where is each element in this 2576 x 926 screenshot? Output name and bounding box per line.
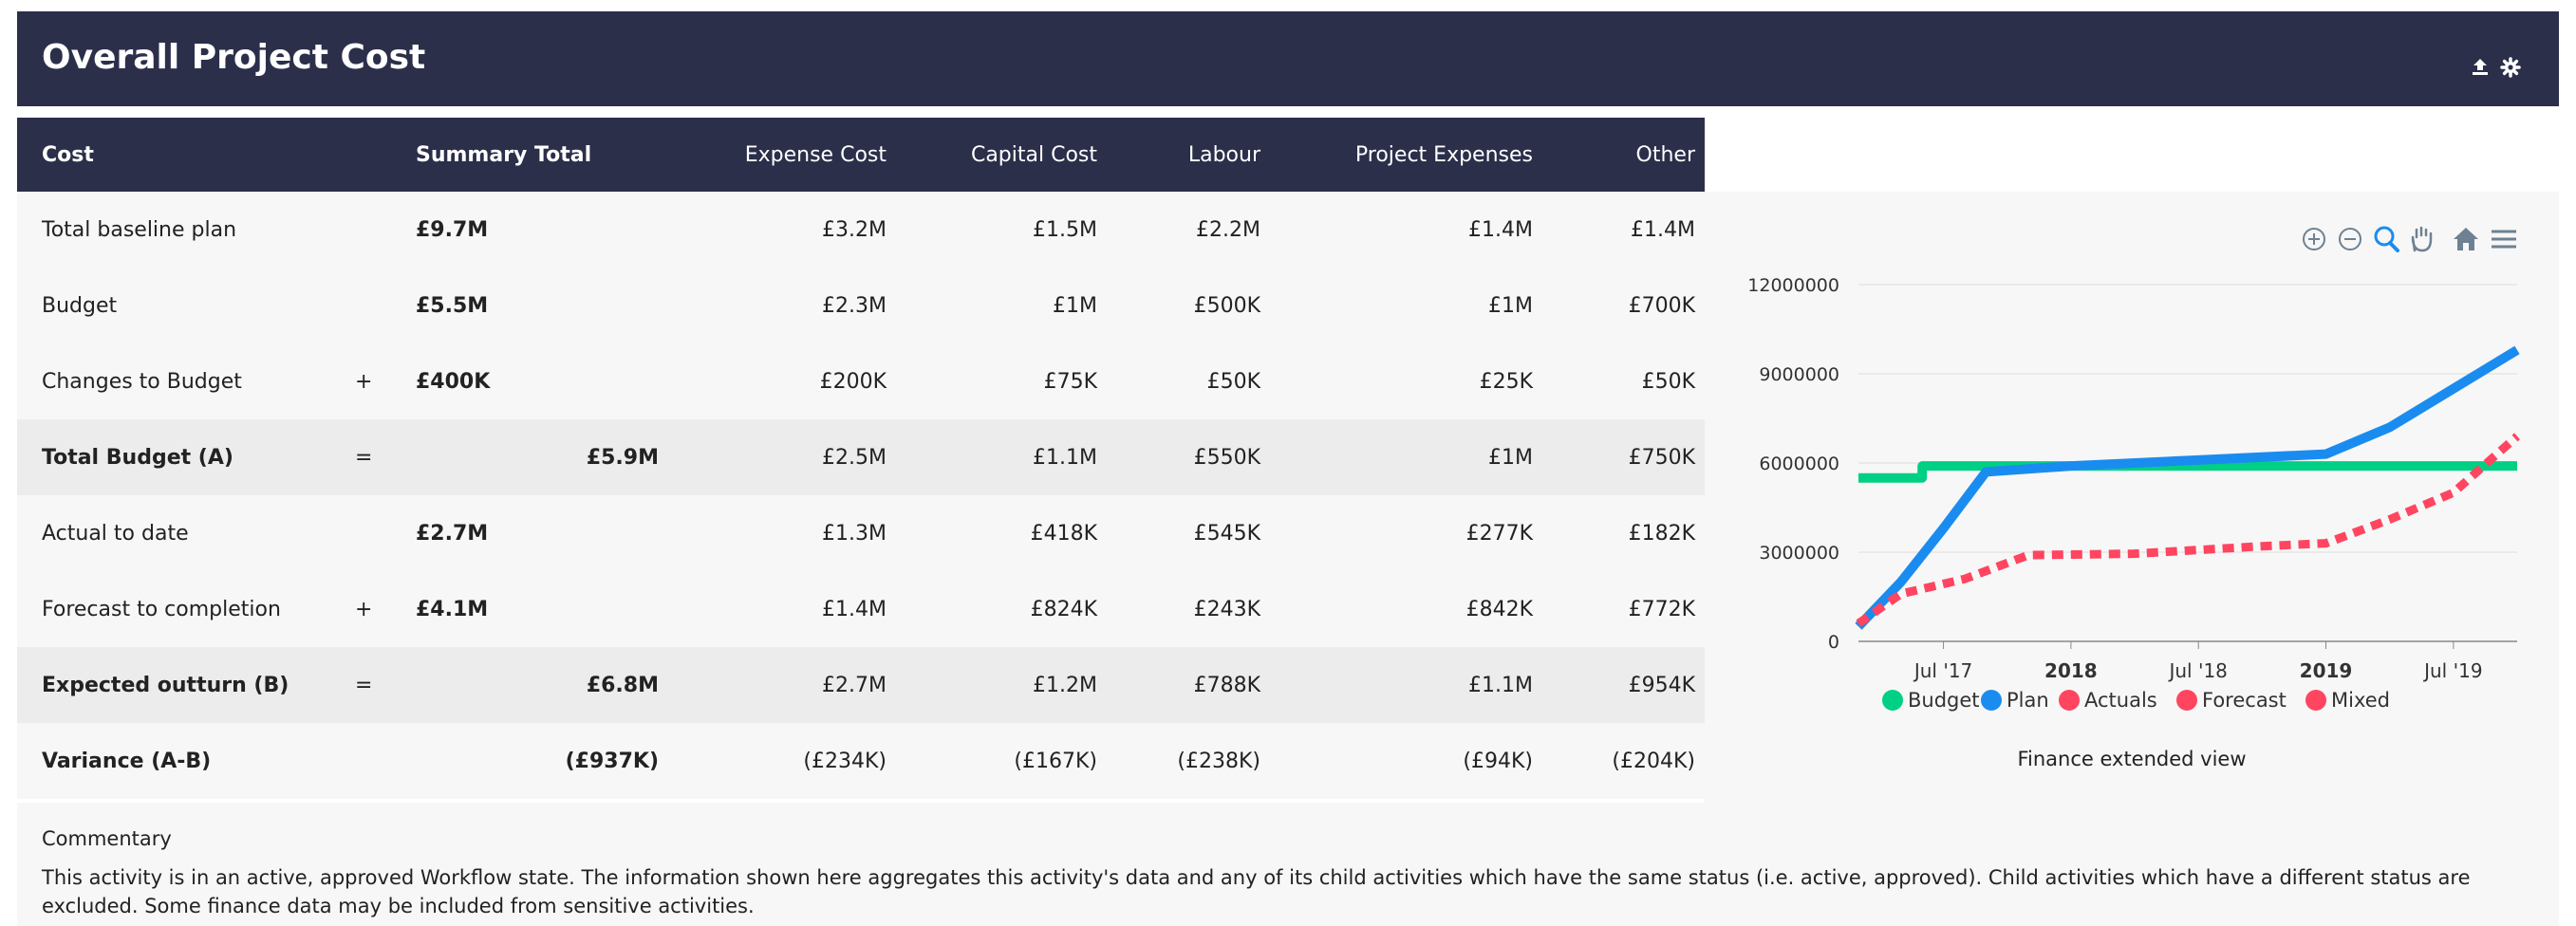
row-label: Changes to Budget (42, 369, 242, 394)
upload-icon[interactable] (2470, 57, 2491, 78)
summary-total-cell: (£937K) (565, 749, 659, 773)
labour-cell: £550K (1193, 445, 1260, 470)
finance-chart (1705, 192, 2559, 742)
legend-label: Budget (1908, 689, 1980, 712)
row-operator: + (355, 597, 373, 621)
column-header-summary-total: Summary Total (416, 118, 659, 192)
commentary-section (17, 803, 2559, 926)
capital-cell: £75K (1043, 369, 1097, 394)
expense-cell: £1.4M (822, 597, 887, 621)
project-cell: £1M (1488, 293, 1533, 318)
column-header-cost: Cost (17, 118, 340, 192)
capital-cell: £1.5M (1033, 217, 1097, 242)
legend-marker-plan (1981, 690, 2002, 711)
expense-cell: £3.2M (822, 217, 887, 242)
other-cell: £50K (1641, 369, 1695, 394)
zoom-out-icon[interactable] (2340, 229, 2361, 250)
commentary-text: This activity is in an active, approved Workflow state. The information shown here aggregates this activity's data and any of its child activities which have the same status (i.e. active, approved). Child activities which have a different status are excluded. Some finance data may be included from sensitive activities. (42, 866, 2471, 917)
labour-cell: £243K (1193, 597, 1260, 621)
row-operator (340, 268, 416, 343)
project-cell: £842K (1465, 597, 1533, 621)
column-header-other: Other (1533, 118, 1695, 192)
row-operator: + (355, 369, 373, 394)
table-row (17, 571, 1705, 647)
row-label: Forecast to completion (42, 597, 281, 621)
gear-icon[interactable] (2500, 57, 2521, 78)
column-header-expense-cost: Expense Cost (659, 118, 887, 192)
y-tick-label: 12000000 (1747, 275, 1839, 296)
y-tick-label: 3000000 (1759, 543, 1839, 564)
zoom-in-icon[interactable] (2304, 229, 2324, 250)
expense-cell: £2.3M (822, 293, 887, 318)
pan-hand-icon[interactable] (2413, 228, 2431, 250)
legend-label: Actuals (2084, 689, 2157, 712)
project-cell: £277K (1465, 521, 1533, 546)
summary-total-cell: £5.5M (416, 293, 489, 318)
expense-cell: £2.5M (822, 445, 887, 470)
labour-cell: (£238K) (1177, 749, 1260, 773)
expense-cell: £200K (819, 369, 887, 394)
row-operator (340, 192, 416, 268)
expense-cell: (£234K) (803, 749, 887, 773)
other-cell: £182K (1628, 521, 1695, 546)
summary-total-cell: £2.7M (416, 521, 489, 546)
x-tick-label: 2018 (2044, 659, 2098, 682)
cost-table (17, 118, 1705, 799)
row-label: Total baseline plan (42, 217, 237, 242)
column-header-project-expenses: Project Expenses (1260, 118, 1533, 192)
table-header-row (17, 118, 1705, 192)
labour-cell: £500K (1193, 293, 1260, 318)
capital-cell: £1.2M (1033, 673, 1097, 697)
legend-marker-actuals (2059, 690, 2080, 711)
capital-cell: £1.1M (1033, 445, 1097, 470)
row-operator: = (355, 445, 373, 470)
y-tick-label: 0 (1827, 632, 1839, 653)
column-header-capital-cost: Capital Cost (887, 118, 1097, 192)
table-row (17, 343, 1705, 419)
column-header-labour: Labour (1097, 118, 1260, 192)
project-cell: £1.1M (1468, 673, 1533, 697)
menu-icon[interactable] (2492, 232, 2516, 247)
finance-chart-panel (1705, 192, 2559, 803)
legend-label: Plan (2007, 689, 2049, 712)
labour-cell: £788K (1193, 673, 1260, 697)
series-line-budget (1858, 466, 2517, 478)
labour-cell: £545K (1193, 521, 1260, 546)
row-label: Actual to date (42, 521, 189, 546)
project-cell: £1M (1488, 445, 1533, 470)
legend-label: Mixed (2331, 689, 2390, 712)
expense-cell: £1.3M (822, 521, 887, 546)
commentary-title: Commentary (42, 827, 172, 850)
capital-cell: £824K (1030, 597, 1097, 621)
other-cell: (£204K) (1612, 749, 1695, 773)
row-operator: = (355, 673, 373, 697)
x-tick-label: Jul '17 (1913, 659, 1973, 682)
row-label: Total Budget (A) (42, 445, 233, 470)
summary-total-cell: £9.7M (416, 217, 489, 242)
x-tick-label: 2019 (2299, 659, 2353, 682)
other-cell: £1.4M (1631, 217, 1695, 242)
x-tick-label: Jul '18 (2169, 659, 2228, 682)
chart-caption: Finance extended view (2017, 748, 2247, 770)
capital-cell: £418K (1030, 521, 1097, 546)
table-row (17, 192, 1705, 268)
row-label: Budget (42, 293, 118, 318)
y-tick-label: 6000000 (1759, 454, 1839, 474)
summary-total-cell: £400K (416, 369, 491, 394)
x-tick-label: Jul '19 (2424, 659, 2483, 682)
row-operator (340, 723, 416, 799)
table-row (17, 723, 1705, 799)
legend-label: Forecast (2202, 689, 2287, 712)
other-cell: £750K (1628, 445, 1695, 470)
legend-marker-forecast (2176, 690, 2197, 711)
y-tick-label: 9000000 (1759, 364, 1839, 385)
project-cell: £25K (1479, 369, 1533, 394)
table-row (17, 268, 1705, 343)
legend-marker-budget (1882, 690, 1903, 711)
home-icon[interactable] (2454, 228, 2478, 250)
table-row (17, 495, 1705, 571)
page-header (17, 11, 2559, 106)
project-cell: (£94K) (1463, 749, 1533, 773)
labour-cell: £50K (1206, 369, 1260, 394)
row-operator (340, 495, 416, 571)
zoom-select-icon[interactable] (2376, 228, 2398, 250)
table-row (17, 419, 1705, 495)
labour-cell: £2.2M (1196, 217, 1260, 242)
summary-total-cell: £5.9M (586, 445, 659, 470)
other-cell: £772K (1628, 597, 1695, 621)
series-line-plan (1858, 350, 2517, 626)
row-label: Expected outturn (B) (42, 673, 289, 697)
summary-total-cell: £4.1M (416, 597, 489, 621)
row-label: Variance (A-B) (42, 749, 212, 773)
legend-marker-mixed (2305, 690, 2326, 711)
summary-total-cell: £6.8M (586, 673, 659, 697)
other-cell: £700K (1628, 293, 1695, 318)
other-cell: £954K (1628, 673, 1695, 697)
capital-cell: (£167K) (1014, 749, 1097, 773)
project-cell: £1.4M (1468, 217, 1533, 242)
capital-cell: £1M (1053, 293, 1097, 318)
expense-cell: £2.7M (822, 673, 887, 697)
page-title: Overall Project Cost (42, 38, 426, 77)
table-row (17, 647, 1705, 723)
